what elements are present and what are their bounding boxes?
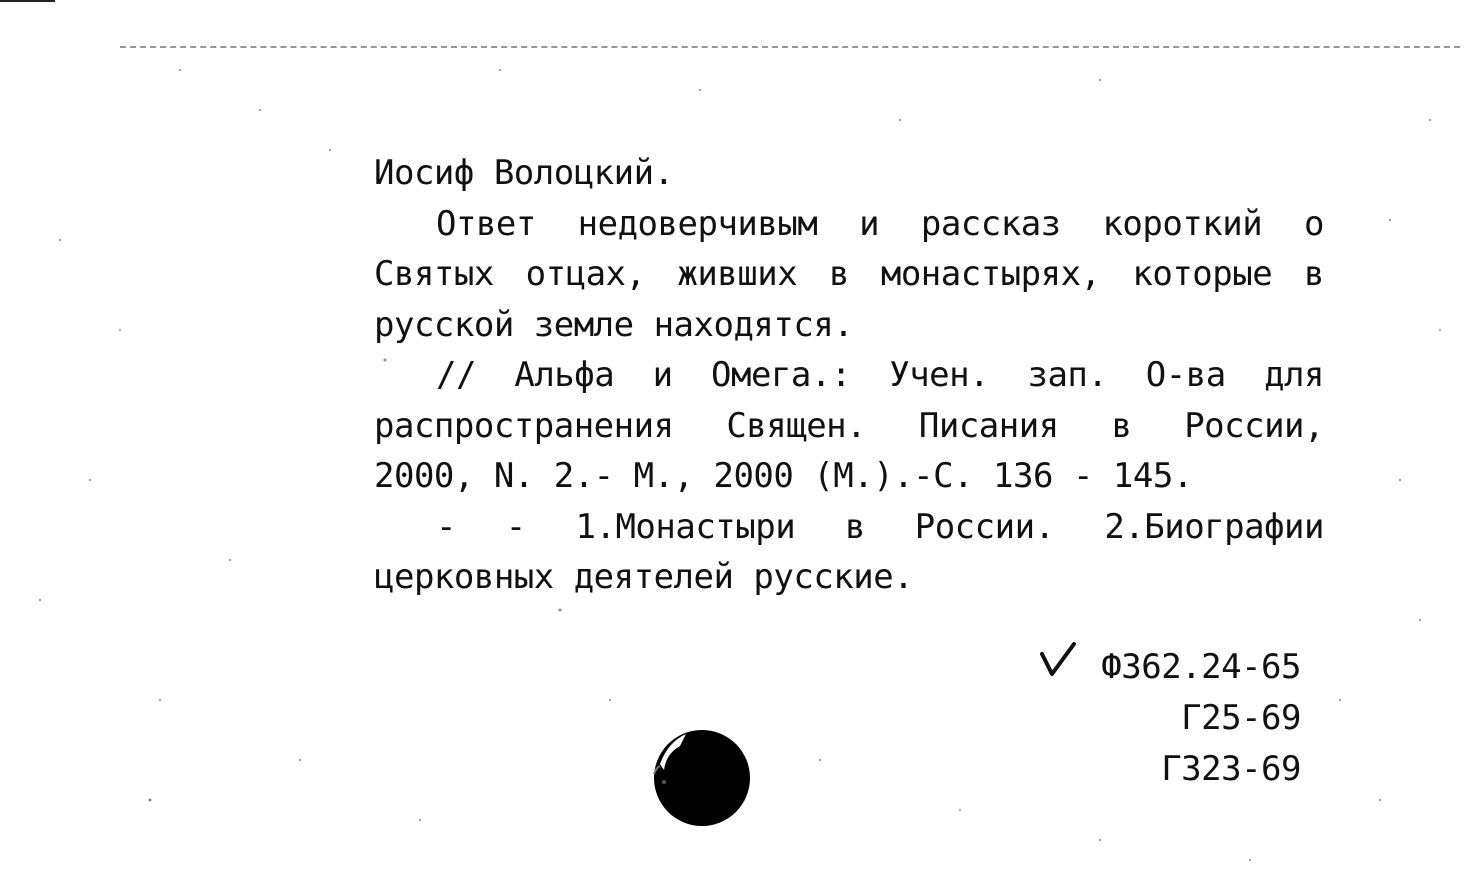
shelf-code-2: Г25-69 [1181,698,1301,738]
source-line-3: 2000, N. 2.- М., 2000 (М.).-С. 136 - 145. [374,456,1193,496]
title-line-1: Ответ недоверчивым и рассказ короткий о [436,203,1324,244]
shelf-code-1: Ф362.24-65 [1101,647,1301,687]
subject-line-1: - - 1.Монастыри в России. 2.Биографии [436,506,1324,547]
title-line-2: Святых отцах, живших в монастырях, которые в [374,254,1324,294]
punched-hole [646,724,754,828]
source-line-1: // Альфа и Омега.: Учен. зап. О-ва для [436,355,1324,395]
shelf-codes [1101,642,1301,795]
shelf-code-3: Г323-69 [1161,749,1301,789]
subject-line-2: церковных деятелей русские. [374,557,914,597]
source-line-2: распространения Священ. Писания в России, [374,405,1324,446]
card-text [374,148,1324,603]
check-mark-icon [1038,640,1078,680]
title-line-3: русской земле находятся. [374,304,854,345]
author-heading: Иосиф Волоцкий. [374,153,674,193]
